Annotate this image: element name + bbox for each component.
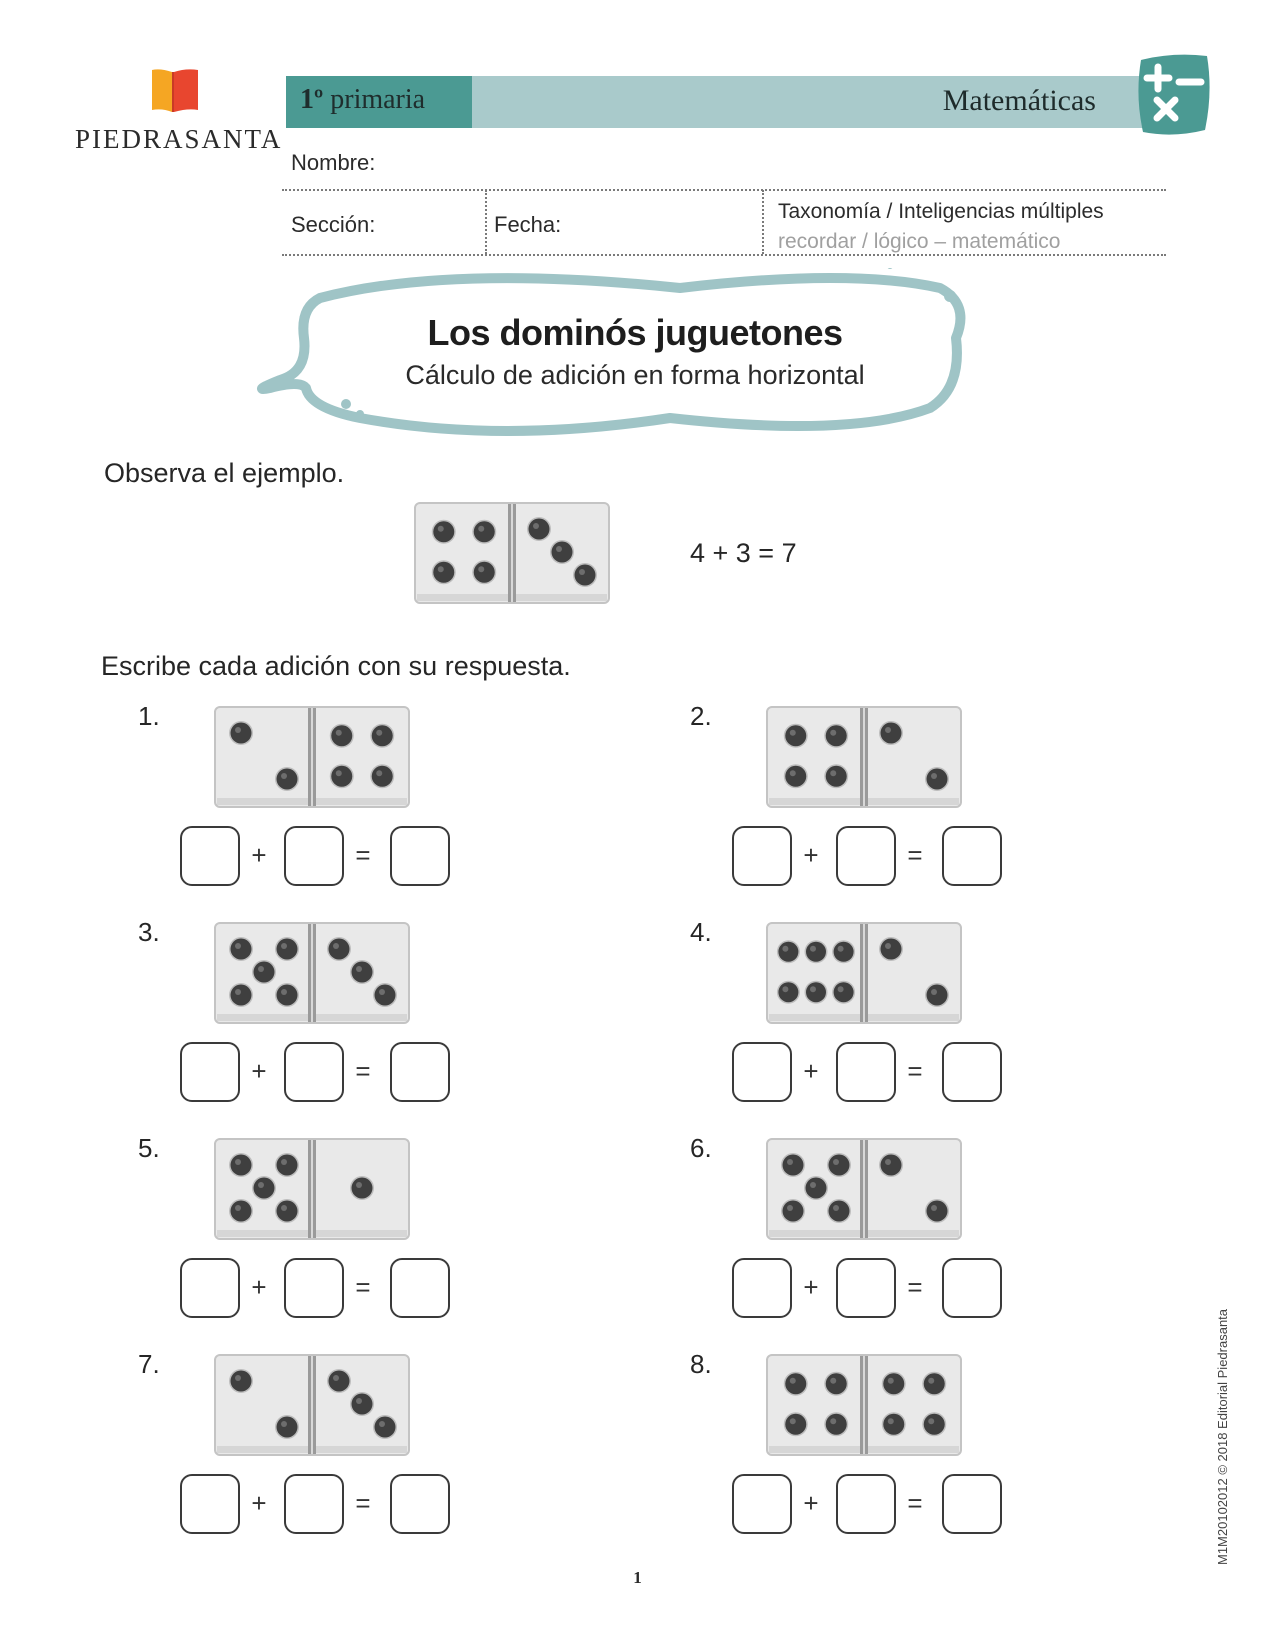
domino-pip: [783, 1201, 804, 1222]
worksheet-subtitle: Cálculo de adición en forma horizontal: [405, 360, 865, 390]
equals-sign: =: [907, 1056, 923, 1086]
piedrasanta-logo: [75, 62, 283, 162]
worksheet-title: Los dominós juguetones: [427, 312, 843, 353]
domino-pip: [372, 766, 393, 787]
equals-sign: =: [907, 840, 923, 870]
domino-pip: [231, 1155, 252, 1176]
subject-title: Matemáticas: [942, 84, 1096, 117]
domino-pip: [927, 985, 948, 1006]
domino-pip: [352, 962, 373, 983]
sum-box[interactable]: [942, 1258, 1002, 1318]
equals-sign: =: [355, 1056, 371, 1086]
domino-pip: [924, 1373, 945, 1394]
answer-row: [180, 826, 450, 888]
divider: [762, 190, 764, 254]
domino-pip: [352, 1394, 373, 1415]
exercise-number: 7.: [138, 1349, 160, 1379]
example-domino: [414, 502, 610, 604]
taxonomy-subtitle: recordar / lógico – matemático: [778, 230, 1061, 253]
addend-1-box[interactable]: [732, 1474, 792, 1534]
grade-text: primaria: [330, 84, 426, 115]
domino-pip: [829, 1155, 850, 1176]
logo-text: PIEDRASANTA: [75, 124, 283, 154]
plus-sign: +: [251, 840, 267, 870]
domino-pip: [806, 942, 826, 962]
domino-pip: [433, 521, 454, 542]
domino-pip: [254, 962, 275, 983]
domino-pip: [806, 982, 826, 1002]
math-operations-icon: [1133, 52, 1213, 138]
addend-2-box[interactable]: [836, 1042, 896, 1102]
answer-row: [732, 1042, 1002, 1104]
domino-pip: [474, 521, 495, 542]
plus-sign: +: [803, 1272, 819, 1302]
domino-pip: [375, 985, 396, 1006]
domino-pip: [254, 1178, 275, 1199]
domino-pip: [834, 942, 854, 962]
domino-pip: [329, 939, 350, 960]
grade-subject-bar: [286, 76, 1144, 128]
addend-1-box[interactable]: [732, 826, 792, 886]
domino-pip: [883, 1373, 904, 1394]
addend-1-box[interactable]: [732, 1258, 792, 1318]
equals-sign: =: [355, 1272, 371, 1302]
domino-pip: [829, 1201, 850, 1222]
domino-pip: [826, 1414, 847, 1435]
grade-number: 1º: [300, 84, 324, 115]
addend-1-box[interactable]: [180, 1474, 240, 1534]
domino-pip: [375, 1417, 396, 1438]
domino-pip: [883, 1414, 904, 1435]
domino-pip: [277, 1201, 298, 1222]
addend-1-box[interactable]: [180, 1258, 240, 1318]
sum-box[interactable]: [390, 1258, 450, 1318]
domino-pip: [881, 723, 902, 744]
domino-pip: [785, 1373, 806, 1394]
equals-sign: =: [355, 840, 371, 870]
domino-pip: [826, 725, 847, 746]
domino-pip: [329, 1371, 350, 1392]
plus-sign: +: [251, 1272, 267, 1302]
answer-row: [732, 1258, 1002, 1320]
exercise-domino: [214, 706, 410, 808]
answer-row: [180, 1474, 450, 1536]
addend-2-box[interactable]: [836, 1258, 896, 1318]
answer-row: [180, 1042, 450, 1104]
divider: [485, 190, 487, 254]
addend-1-box[interactable]: [180, 1042, 240, 1102]
equals-sign: =: [907, 1272, 923, 1302]
exercise-domino: [214, 922, 410, 1024]
domino-pip: [231, 939, 252, 960]
domino-pip: [785, 1414, 806, 1435]
domino-pip: [352, 1178, 373, 1199]
domino-pip: [881, 939, 902, 960]
sum-box[interactable]: [942, 1042, 1002, 1102]
exercise-domino: [766, 922, 962, 1024]
date-label: Fecha:: [494, 212, 562, 237]
equals-sign: =: [907, 1488, 923, 1518]
exercise-number: 1.: [138, 701, 160, 731]
domino-pip: [552, 542, 573, 563]
domino-pip: [372, 725, 393, 746]
domino-pip: [881, 1155, 902, 1176]
plus-sign: +: [251, 1488, 267, 1518]
plus-sign: +: [251, 1056, 267, 1086]
sum-box[interactable]: [390, 1042, 450, 1102]
example-equation: 4 + 3 = 7: [690, 538, 797, 568]
domino-pip: [783, 1155, 804, 1176]
exercise-number: 3.: [138, 917, 160, 947]
domino-pip: [331, 766, 352, 787]
exercise-number: 5.: [138, 1133, 160, 1163]
exercise-number: 2.: [690, 701, 712, 731]
domino-pip: [785, 766, 806, 787]
exercise-number: 8.: [690, 1349, 712, 1379]
domino-pip: [529, 519, 550, 540]
domino-pip: [277, 1155, 298, 1176]
sum-box[interactable]: [390, 1474, 450, 1534]
addend-2-box[interactable]: [836, 826, 896, 886]
sum-box[interactable]: [942, 1474, 1002, 1534]
page-number: 1: [633, 1568, 642, 1587]
domino-pip: [924, 1414, 945, 1435]
title-banner-outline: [250, 268, 1010, 448]
section-label: Sección:: [291, 212, 376, 237]
plus-sign: +: [803, 1056, 819, 1086]
domino-pip: [433, 562, 454, 583]
addend-2-box[interactable]: [284, 1042, 344, 1102]
exercise-domino: [214, 1354, 410, 1456]
domino-pip: [231, 723, 252, 744]
sum-box[interactable]: [942, 826, 1002, 886]
exercise-number: 6.: [690, 1133, 712, 1163]
equals-sign: =: [355, 1488, 371, 1518]
name-line[interactable]: [282, 189, 1166, 191]
answer-row: [732, 826, 1002, 888]
domino-pip: [277, 939, 298, 960]
plus-sign: +: [803, 840, 819, 870]
domino-pip: [826, 766, 847, 787]
domino-pip: [785, 725, 806, 746]
answer-row: [180, 1258, 450, 1320]
domino-pip: [474, 562, 495, 583]
taxonomy-title: Taxonomía / Inteligencias múltiples: [778, 200, 1104, 223]
grade-label: [286, 76, 472, 128]
domino-pip: [575, 565, 596, 586]
domino-pip: [231, 1371, 252, 1392]
domino-pip: [231, 1201, 252, 1222]
addend-2-box[interactable]: [284, 826, 344, 886]
addend-1-box[interactable]: [180, 826, 240, 886]
exercise-number: 4.: [690, 917, 712, 947]
domino-pip: [834, 982, 854, 1002]
domino-pip: [331, 725, 352, 746]
domino-pip: [231, 985, 252, 1006]
addend-2-box[interactable]: [284, 1474, 344, 1534]
domino-pip: [826, 1373, 847, 1394]
domino-pip: [778, 982, 798, 1002]
copyright-note: M1M20102012 © 2018 Editorial Piedrasanta: [1215, 1308, 1230, 1565]
exercise-domino: [766, 1138, 962, 1240]
book-logo-icon: [150, 66, 202, 116]
domino-pip: [778, 942, 798, 962]
domino-pip: [927, 769, 948, 790]
plus-sign: +: [803, 1488, 819, 1518]
fields-bottom-line: [282, 254, 1166, 256]
answer-row: [732, 1474, 1002, 1536]
addend-2-box[interactable]: [836, 1474, 896, 1534]
exercise-domino: [214, 1138, 410, 1240]
example-instruction: Observa el ejemplo.: [104, 458, 345, 488]
name-label: Nombre:: [291, 150, 376, 175]
sum-box[interactable]: [390, 826, 450, 886]
domino-pip: [277, 769, 298, 790]
addend-2-box[interactable]: [284, 1258, 344, 1318]
exercise-domino: [766, 1354, 962, 1456]
addend-1-box[interactable]: [732, 1042, 792, 1102]
domino-pip: [277, 985, 298, 1006]
domino-pip: [277, 1417, 298, 1438]
exercise-domino: [766, 706, 962, 808]
domino-pip: [927, 1201, 948, 1222]
domino-pip: [806, 1178, 827, 1199]
exercise-instruction: Escribe cada adición con su respuesta.: [101, 651, 571, 681]
